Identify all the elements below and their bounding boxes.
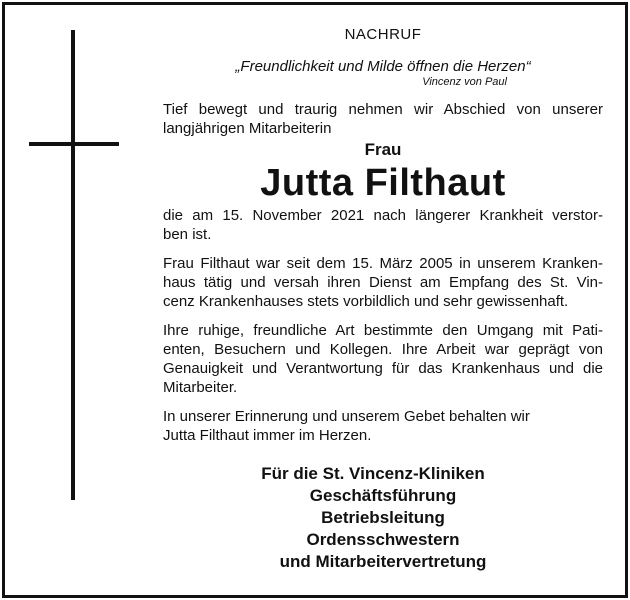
paragraph-character — [163, 321, 603, 397]
paragraph-line: cenz Krankenhauses stets vorbildlich und sehr gewissenhaft. — [163, 293, 569, 310]
paragraph-death — [163, 206, 603, 244]
paragraph-memory — [163, 407, 603, 445]
deceased-name: Jutta Filthaut — [260, 162, 506, 204]
intro-line: langjährigen Mitarbeiterin — [163, 120, 332, 137]
cross-horizontal-beam — [29, 142, 119, 146]
paragraph-line: Ihre ruhige, freundliche Art bestimmte den Umgang mit Pati- — [163, 322, 603, 339]
signature-line: Ordensschwestern — [306, 530, 460, 549]
paragraph-line: ben ist. — [163, 226, 212, 243]
signature-line: Geschäftsführung — [309, 486, 457, 505]
quote-author: Vincenz von Paul — [422, 76, 507, 88]
intro-line: Tief bewegt und traurig nehmen wir Abschied von unserer — [163, 101, 603, 118]
paragraph-line: die am 15. November 2021 nach längerer Krankheit verstor- — [163, 207, 603, 224]
paragraph-line: In unserer Erinnerung und unserem Gebet behalten wir — [163, 408, 530, 425]
signature-line: Betriebsleitung — [321, 508, 445, 527]
paragraph-line: haus tätig und versah ihren Dienst am Empfang des St. Vin- — [163, 274, 603, 291]
paragraph-line: Jutta Filthaut immer im Herzen. — [163, 427, 372, 444]
obituary-content — [163, 22, 603, 573]
paragraph-line: Mitarbeiter. — [163, 379, 238, 396]
paragraph-employment — [163, 254, 603, 311]
paragraph-line: Frau Filthaut war seit dem 15. März 2005 in unserem Kranken- — [163, 255, 603, 272]
salutation: Frau — [364, 140, 402, 159]
intro-paragraph — [163, 100, 603, 138]
quote-text: „Freundlichkeit und Milde öffnen die Herzen“ — [235, 58, 531, 75]
notice-header: NACHRUF — [344, 26, 422, 43]
cross-vertical-beam — [71, 30, 75, 500]
signature-block — [163, 463, 603, 573]
signature-line: Für die St. Vincenz-Kliniken — [261, 464, 485, 483]
paragraph-line: Genauigkeit und Verantwortung für das Krankenhaus und die — [163, 360, 603, 377]
signature-line: und Mitarbeitervertretung — [279, 552, 487, 571]
paragraph-line: enten, Besuchern und Kollegen. Ihre Arbeit war geprägt von — [163, 341, 603, 358]
